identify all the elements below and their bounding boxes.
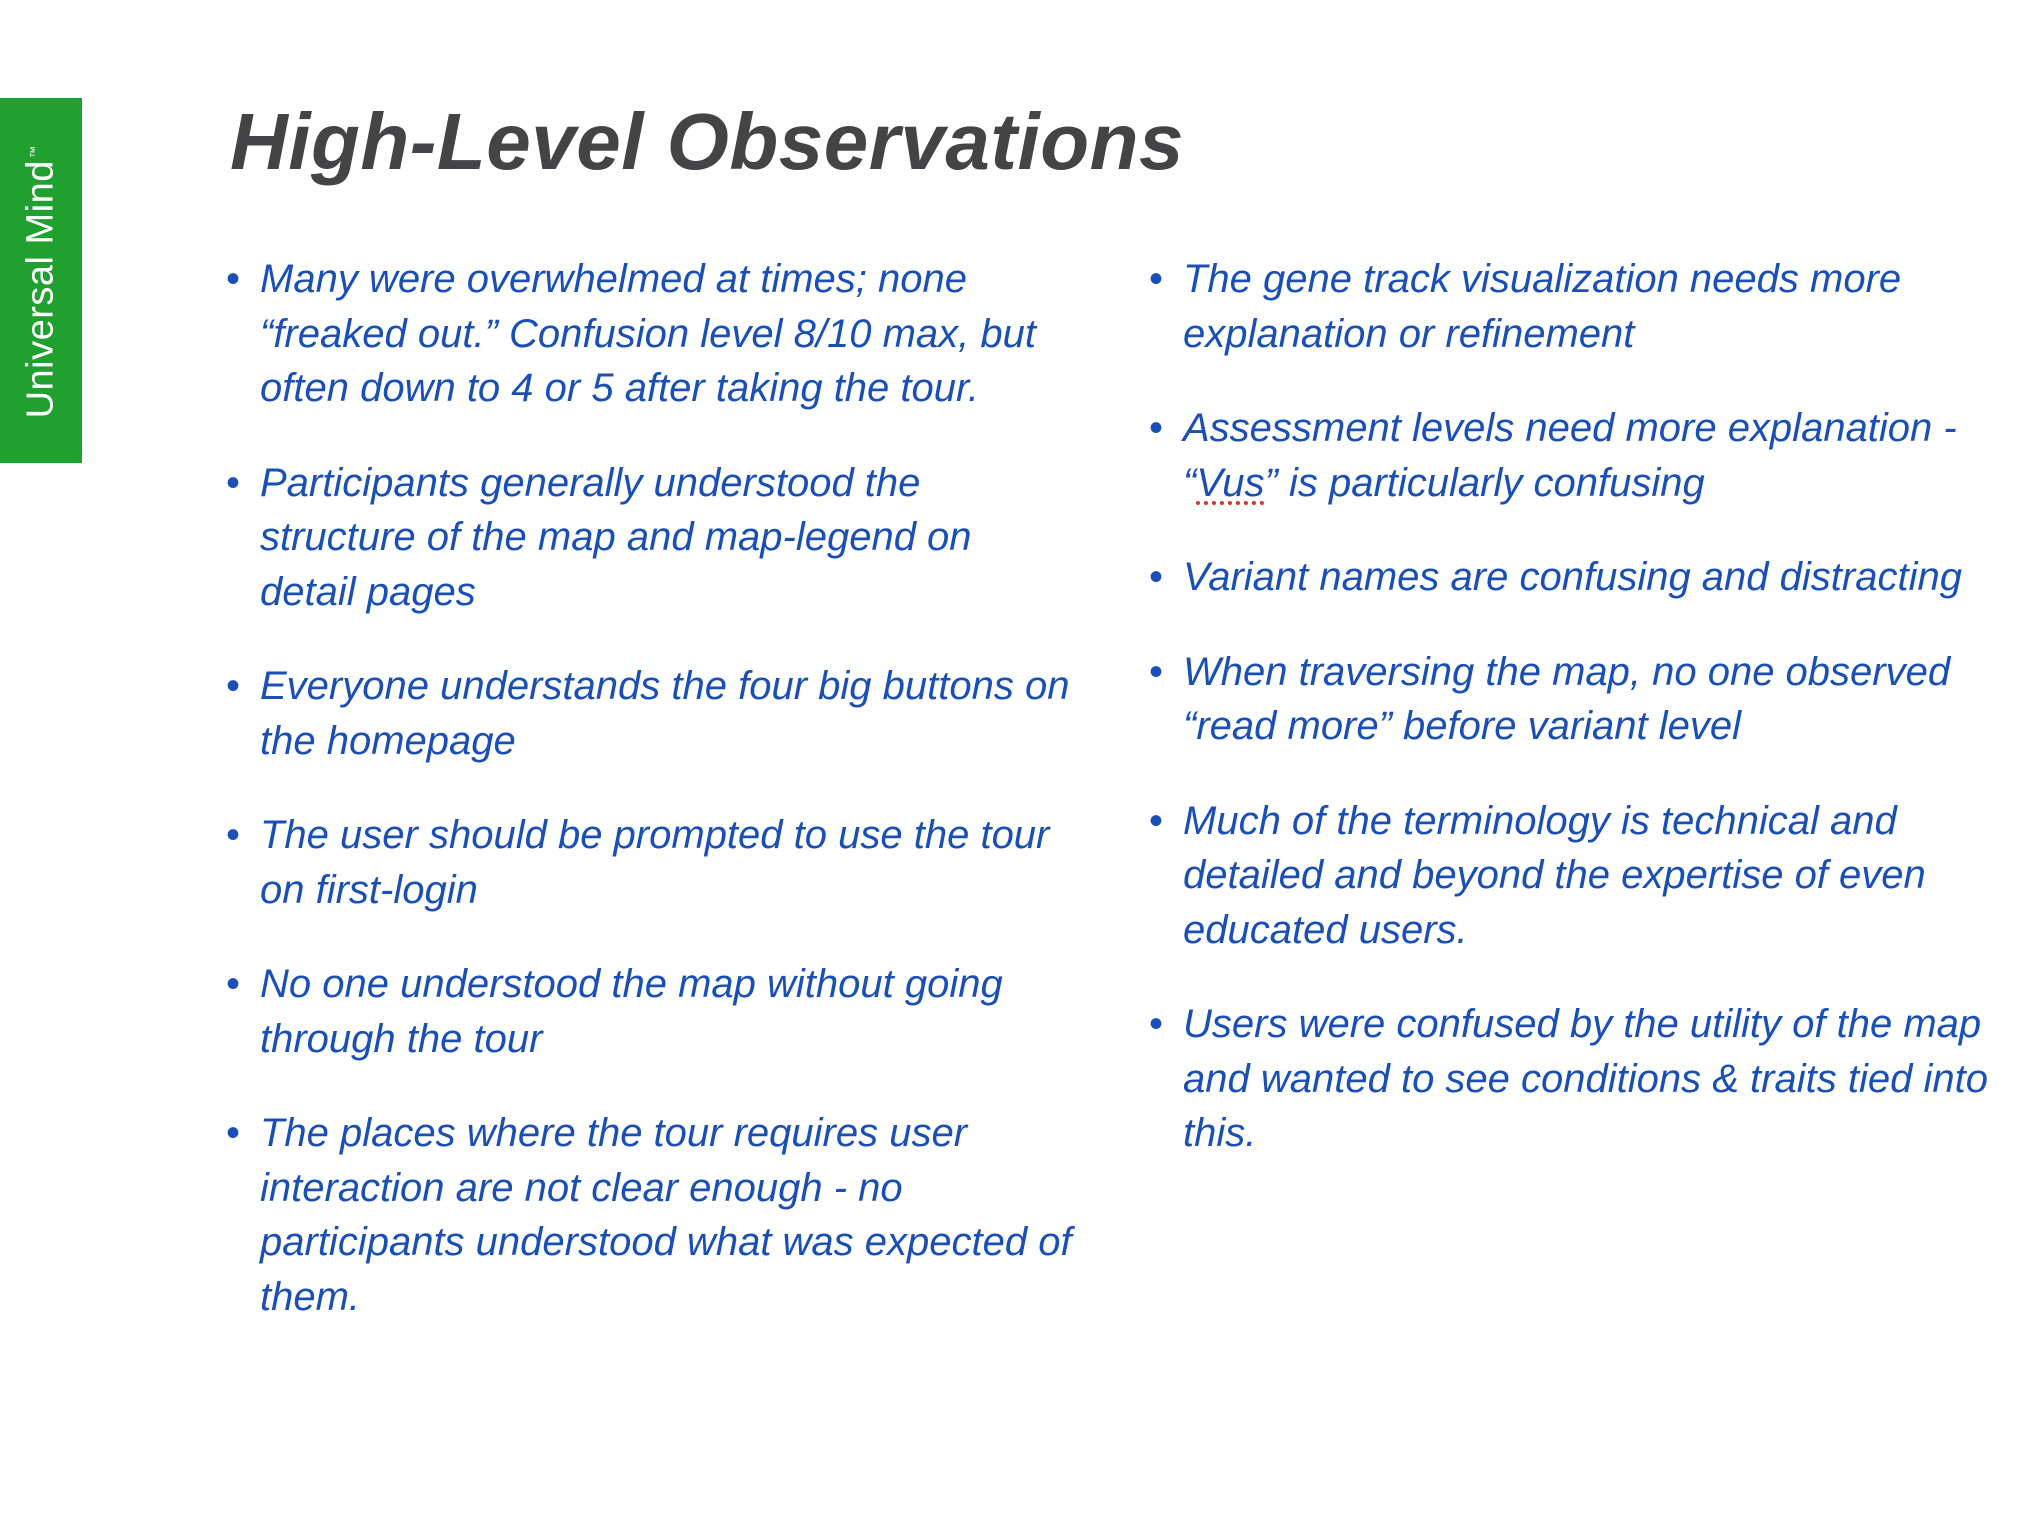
list-item-text: The gene track visualization needs more explanation or refinement xyxy=(1183,257,1902,356)
bullet: • xyxy=(226,664,241,708)
bullet: • xyxy=(1149,257,1164,301)
spellcheck-flagged-word: Vus xyxy=(1196,460,1265,505)
bullet: • xyxy=(226,962,241,1006)
bullet: • xyxy=(226,460,241,505)
list-item-text: The user should be prompted to use the tour on first-login xyxy=(260,813,1050,912)
list-item-text: Variant names are confusing and distracting xyxy=(1183,555,1962,599)
list-item xyxy=(1147,645,2027,754)
list-item xyxy=(224,252,1074,416)
bullet: • xyxy=(1149,649,1164,694)
bullet: • xyxy=(1149,406,1164,450)
bullet: • xyxy=(1149,798,1164,843)
brand-name: Universal Mind xyxy=(19,160,62,419)
bullet: • xyxy=(226,1111,241,1155)
bullet: • xyxy=(1149,555,1164,599)
bullet: • xyxy=(226,813,241,857)
list-item xyxy=(224,659,1074,768)
list-item-text: No one understood the map without going through the tour xyxy=(260,962,1003,1061)
list-item xyxy=(224,456,1074,620)
list-item xyxy=(224,957,1074,1066)
bullet: • xyxy=(226,257,241,301)
list-item-text xyxy=(1183,406,1957,505)
observations-left-column xyxy=(224,252,1074,1364)
list-item xyxy=(1147,997,2027,1161)
list-item-text: The places where the tour requires user interaction are not clear enough - no participants understood what was expected of them. xyxy=(260,1111,1072,1319)
list-item-text: Everyone understands the four big buttons on the homepage xyxy=(260,664,1070,763)
list-item xyxy=(1147,794,2027,958)
list-item-text: Many were overwhelmed at times; none “freaked out.” Confusion level 8/10 max, but often down to 4 or 5 after taking the tour. xyxy=(260,257,1036,410)
list-item xyxy=(224,1106,1074,1324)
list-item-text: Much of the terminology is technical and detailed and beyond the expertise of even educated users. xyxy=(1183,798,1926,952)
list-item xyxy=(1147,401,2027,510)
list-item xyxy=(1147,252,2027,361)
observations-right-column xyxy=(1147,252,2027,1201)
list-item-text-after: ” is particularly confusing xyxy=(1264,460,1705,505)
list-item-text: When traversing the map, no one observed “read more” before variant level xyxy=(1183,649,1951,748)
brand-trademark: ™ xyxy=(27,145,42,159)
list-item-text: Users were confused by the utility of the map and wanted to see conditions & traits tied into this. xyxy=(1183,1002,1988,1155)
list-item-text: Participants generally understood the structure of the map and map-legend on detail pages xyxy=(260,460,972,614)
page-title: High-Level Observations xyxy=(230,97,1184,186)
list-item-text-before: Assessment levels need more explanation - “ xyxy=(1183,406,1957,505)
list-item xyxy=(1147,550,2027,605)
bullet: • xyxy=(1149,1002,1164,1046)
list-item xyxy=(224,808,1074,917)
brand-logo xyxy=(20,146,63,419)
